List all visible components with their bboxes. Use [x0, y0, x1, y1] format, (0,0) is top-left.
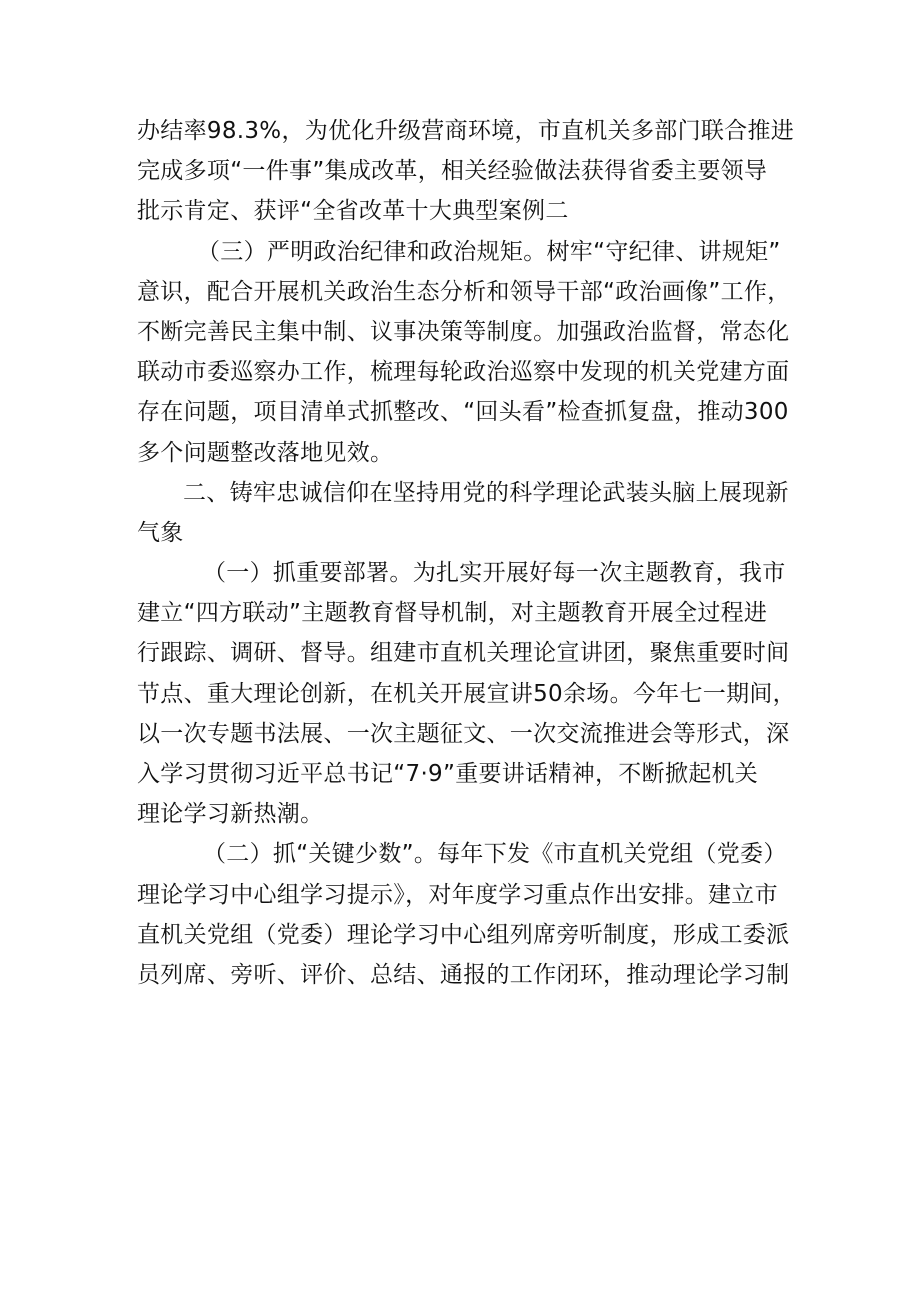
text-line: 不断完善民主集中制、议事决策等制度。加强政治监督，常态化 — [137, 318, 790, 345]
text-line: 联动市委巡察办工作，梳理每轮政治巡察中发现的机关党建方面 — [137, 359, 790, 386]
text-line: 直机关党组（党委）理论学习中心组列席旁听制度，形成工委派 — [137, 921, 790, 948]
text-line: 以一次专题书法展、一次主题征文、一次交流推进会等形式，深 — [137, 720, 790, 747]
section-heading-line: 气象 — [137, 519, 184, 546]
text-line: 意识，配合开展机关政治生态分析和领导干部“政治画像”工作， — [137, 278, 791, 305]
subsection-heading-line: （一）抓重要部署。为扎实开展好每一次主题教育，我市 — [203, 560, 786, 587]
text-line: 多个问题整改落地见效。 — [137, 439, 394, 466]
subsection-heading-line: （二）抓“关键少数”。每年下发《市直机关党组（党委） — [203, 841, 787, 868]
text-line: 办结率98.3%，为优化升级营商环境，市直机关多部门联合推进 — [137, 118, 795, 144]
text-line: 入学习贯彻习近平总书记“7·9”重要讲话精神，不断掀起机关 — [137, 761, 759, 787]
text-line: 理论学习中心组学习提示》，对年度学习重点作出安排。建立市 — [137, 881, 778, 908]
text-line: 行跟踪、调研、督导。组建市直机关理论宣讲团，聚焦重要时间 — [137, 640, 790, 667]
text-line: 建立“四方联动”主题教育督导机制，对主题教育开展全过程进 — [137, 600, 768, 627]
text-line: 完成多项“一件事”集成改革，相关经验做法获得省委主要领导 — [137, 158, 768, 185]
section-heading-line: 二、铸牢忠诚信仰在坚持用党的科学理论武装头脑上展现新 — [183, 479, 789, 506]
text-line: 节点、重大理论创新，在机关开展宣讲50余场。今年七一期间， — [137, 680, 796, 707]
subsection-heading-line: （三）严明政治纪律和政治规矩。树牢“守纪律、讲规矩” — [197, 238, 781, 265]
text-line: 批示肯定、获评“全省改革十大典型案例二 — [137, 198, 569, 225]
text-line: 理论学习新热潮。 — [137, 801, 324, 828]
text-line: 员列席、旁听、评价、总结、通报的工作闭环，推动理论学习制 — [137, 961, 790, 988]
document-body — [137, 111, 796, 995]
text-line: 存在问题，项目清单式抓整改、“回头看”检查抓复盘，推动300 — [137, 399, 789, 426]
